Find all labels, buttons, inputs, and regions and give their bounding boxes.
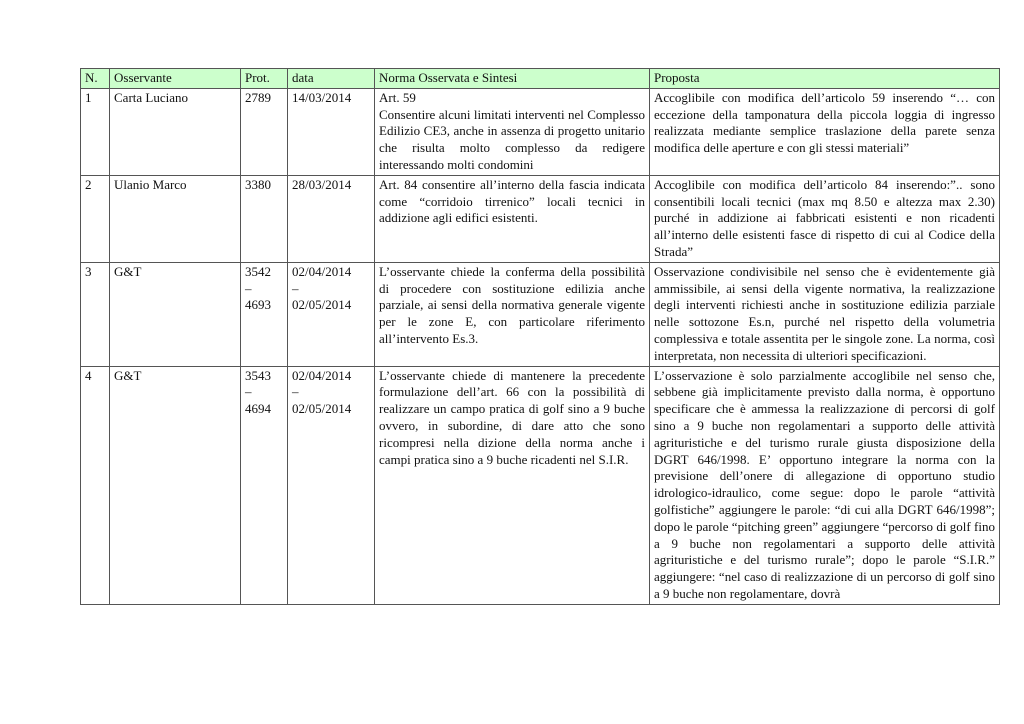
prot-dash: – — [245, 384, 252, 400]
cell-observer: G&T — [110, 262, 241, 366]
date-value: 02/04/2014 — [292, 367, 352, 383]
cell-date — [288, 175, 375, 262]
table-row — [81, 175, 1000, 262]
table-row — [81, 262, 1000, 366]
prot-value: 3543 — [245, 367, 271, 383]
cell-date — [288, 88, 375, 175]
cell-proposal: Accoglibile con modifica dell’articolo 84 inserendo:”.. sono consentibili locali tecnici (max mq 8.50 e altezza max 2.30) purché in addizione ai fabbricati esistenti e non ricadenti all’interno delle esistenti fasce di rispetto di cui al Codice della Strada” — [650, 175, 1000, 262]
cell-proposal: L’osservazione è solo parzialmente accoglibile nel senso che, sebbene già implicitamente previsto dalla norma, è opportuno specificare che è ammessa la realizzazione di percorsi di golf sino a 9 buche non regolamentari a supporto delle attività agrituristiche e del turismo rurale giusta disposizione della DGRT 646/1998. E’ opportuno integrare la norma con la previsione dell’onere di allegazione di opportuno studio idrologico-idraulico, come segue: dopo le parole “attività golfistiche” aggiungere le parole: “di cui alla DGRT 646/1998”; dopo le parole “pitching green” aggiungere “percorso di golf fino a 9 buche non regolamentari a supporto delle attività agrituristiche e del turismo rurale”; dopo le parole “S.I.R.” aggiungere: “nel caso di realizzazione di un percorso di golf sino a 9 buche non regolamentare, dovrà — [650, 366, 1000, 604]
cell-prot — [241, 88, 288, 175]
prot-dash: – — [245, 280, 252, 296]
cell-date — [288, 366, 375, 604]
date-value: 02/04/2014 — [292, 263, 352, 279]
date-value: 02/05/2014 — [292, 297, 352, 313]
table-header-row — [81, 69, 1000, 89]
cell-observer: Carta Luciano — [110, 88, 241, 175]
cell-norm: L’osservante chiede la conferma della possibilità di procedere con sostituzione edilizia anche parziale, ai sensi della normativa generale vigente per le zone E, con particolare riferimento all’intervento Es.3. — [375, 262, 650, 366]
table-row — [81, 88, 1000, 175]
header-norm: Norma Osservata e Sintesi — [375, 69, 650, 89]
cell-observer: G&T — [110, 366, 241, 604]
header-proposal: Proposta — [650, 69, 1000, 89]
table-row — [81, 366, 1000, 604]
header-prot: Prot. — [241, 69, 288, 89]
cell-norm: L’osservante chiede di mantenere la precedente formulazione dell’art. 66 con la possibilità di realizzare un campo pratica di golf sino a 9 buche ovvero, in subordine, di dare atto che sono ricompresi nella dizione della norma anche i campi pratica sino a 9 buche ricadenti nel S.I.R. — [375, 366, 650, 604]
cell-observer: Ulanio Marco — [110, 175, 241, 262]
cell-prot — [241, 366, 288, 604]
prot-value: 4694 — [245, 401, 271, 417]
date-dash: – — [292, 280, 299, 296]
header-n: N. — [81, 69, 110, 89]
cell-prot — [241, 262, 288, 366]
cell-norm: Art. 59 Consentire alcuni limitati interventi nel Complesso Edilizio CE3, anche in assenza di progetto unitario che risulta molto complesso da redigere interessando molti condomini — [375, 88, 650, 175]
prot-value: 4693 — [245, 297, 271, 313]
cell-n: 2 — [81, 175, 110, 262]
cell-n: 4 — [81, 366, 110, 604]
prot-value: 3380 — [245, 176, 271, 192]
date-value: 14/03/2014 — [292, 89, 352, 105]
cell-n: 3 — [81, 262, 110, 366]
date-value: 02/05/2014 — [292, 401, 352, 417]
date-value: 28/03/2014 — [292, 176, 352, 192]
cell-proposal: Osservazione condivisibile nel senso che è evidentemente già ammissibile, ai sensi della vigente normativa, la realizzazione degli interventi richiesti anche in sostituzione edilizia parziale nelle sottozone Es.n, purché nel rispetto della volumetria complessiva e totale assentita per le singole zone. La norma, così interpretata, non necessita di ulteriori specificazioni. — [650, 262, 1000, 366]
prot-value: 2789 — [245, 89, 271, 105]
cell-norm: Art. 84 consentire all’interno della fascia indicata come “corridoio tirrenico” locali tecnici in addizione agli edifici esistenti. — [375, 175, 650, 262]
cell-date — [288, 262, 375, 366]
cell-prot — [241, 175, 288, 262]
observations-table — [80, 68, 1000, 605]
cell-proposal: Accoglibile con modifica dell’articolo 59 inserendo “… con eccezione della tamponatura della piccola loggia di ingresso realizzata mediante semplice traslazione della parete senza modifica delle aperture e con gli stessi materiali” — [650, 88, 1000, 175]
date-dash: – — [292, 384, 299, 400]
prot-value: 3542 — [245, 263, 271, 279]
header-observer: Osservante — [110, 69, 241, 89]
cell-n: 1 — [81, 88, 110, 175]
header-date: data — [288, 69, 375, 89]
